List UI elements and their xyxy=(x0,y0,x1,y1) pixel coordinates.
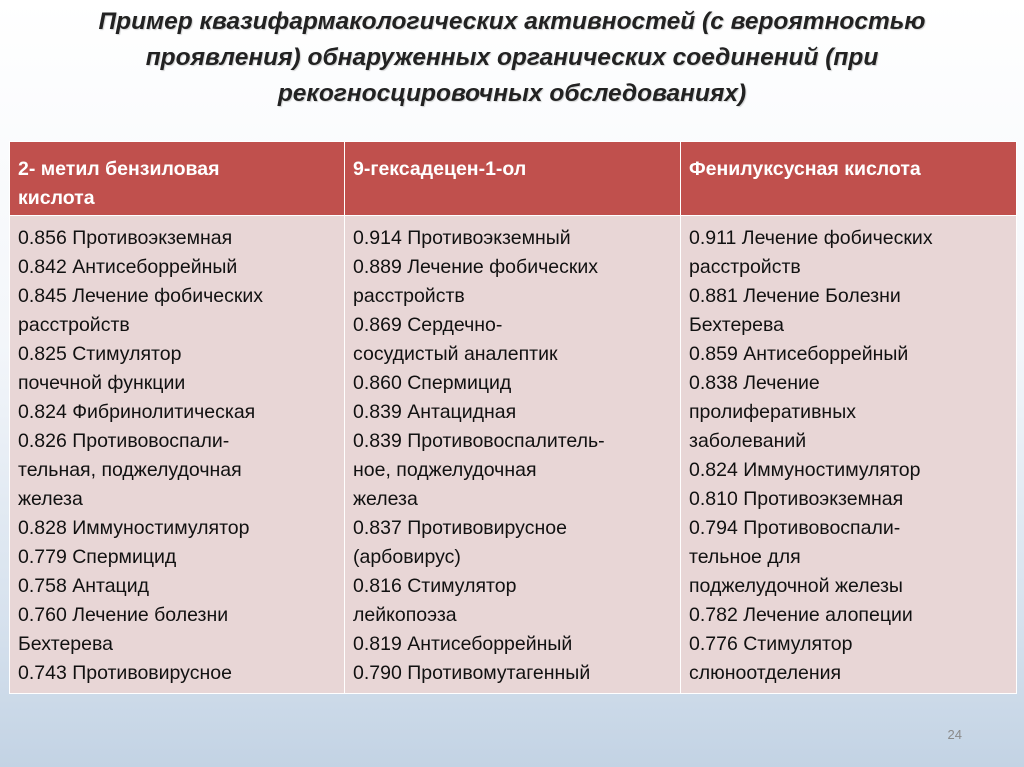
activity-line: 0.760 Лечение болезни xyxy=(18,604,229,626)
header-line: 2- метил бензиловая xyxy=(18,158,220,180)
table-cell-column-2 xyxy=(345,216,681,694)
slide-title xyxy=(20,4,1004,112)
activity-line: 0.779 Спермицид xyxy=(18,546,177,568)
activity-line: 0.889 Лечение фобических xyxy=(353,256,599,278)
activity-line: 0.810 Противоэкземная xyxy=(689,488,904,510)
activity-line: 0.824 Иммуностимулятор xyxy=(689,459,921,481)
activity-line: 0.819 Антисеборрейный xyxy=(353,633,573,655)
activity-line: 0.914 Противоэкземный xyxy=(353,227,571,249)
activity-line: (арбовирус) xyxy=(353,546,461,568)
activity-line: Бехтерева xyxy=(689,314,784,336)
header-cell-phenylacetic-acid xyxy=(681,142,1017,216)
activity-line: 0.842 Антисеборрейный xyxy=(18,256,238,278)
header-cell-methylbenzoic-acid xyxy=(10,142,345,216)
activities-table xyxy=(9,141,1017,694)
activity-line: лейкопоэза xyxy=(353,604,457,626)
activity-line: почечной функции xyxy=(18,372,186,394)
activity-line: 0.782 Лечение алопеции xyxy=(689,604,913,626)
activity-line: слюноотделения xyxy=(689,662,842,684)
table-cell-column-3 xyxy=(681,216,1017,694)
activity-line: заболеваний xyxy=(689,430,807,452)
page-number: 24 xyxy=(947,727,962,742)
title-line: проявления) обнаруженных органических соединений (при xyxy=(145,44,879,71)
activity-line: 0.837 Противовирусное xyxy=(353,517,567,539)
activity-line: 0.825 Стимулятор xyxy=(18,343,182,365)
activity-line: 0.758 Антацид xyxy=(18,575,149,597)
activity-line: 0.839 Антацидная xyxy=(353,401,517,423)
activity-line: железа xyxy=(353,488,418,510)
activity-line: поджелудочной железы xyxy=(689,575,903,597)
activity-line: 0.859 Антисеборрейный xyxy=(689,343,909,365)
activity-line: 0.826 Противовоспали- xyxy=(18,430,230,452)
activity-line: 0.869 Сердечно- xyxy=(353,314,503,336)
activity-line: расстройств xyxy=(18,314,130,336)
activity-line: 0.743 Противовирусное xyxy=(18,662,232,684)
activity-line: тельная, поджелудочная xyxy=(18,459,242,481)
activity-line: 0.794 Противовоспали- xyxy=(689,517,901,539)
activity-line: 0.860 Спермицид xyxy=(353,372,512,394)
header-line: Фенилуксусная кислота xyxy=(689,158,921,180)
table-row xyxy=(10,216,1017,694)
table-cell-column-1 xyxy=(10,216,345,694)
activity-line: 0.881 Лечение Болезни xyxy=(689,285,901,307)
title-line: рекогносцировочных обследованиях) xyxy=(277,80,747,107)
activity-line: сосудистый аналептик xyxy=(353,343,558,365)
activity-line: тельное для xyxy=(689,546,801,568)
activity-line: 0.816 Стимулятор xyxy=(353,575,517,597)
header-line: 9-гексадецен-1-ол xyxy=(353,158,527,180)
activity-line: Бехтерева xyxy=(18,633,113,655)
title-line: Пример квазифармакологических активностей (с вероятностью xyxy=(98,8,926,35)
header-line: кислота xyxy=(18,187,95,209)
activity-line: 0.856 Противоэкземная xyxy=(18,227,233,249)
activity-line: 0.839 Противовоспалитель- xyxy=(353,430,605,452)
activity-line: расстройств xyxy=(689,256,801,278)
activity-line: 0.776 Стимулятор xyxy=(689,633,853,655)
activity-line: 0.828 Иммуностимулятор xyxy=(18,517,250,539)
activity-line: 0.911 Лечение фобических xyxy=(689,227,933,249)
activity-line: 0.824 Фибринолитическая xyxy=(18,401,256,423)
activity-line: железа xyxy=(18,488,83,510)
activity-line: 0.838 Лечение xyxy=(689,372,820,394)
table-header-row xyxy=(10,142,1017,216)
activity-line: ное, поджелудочная xyxy=(353,459,537,481)
activity-line: 0.790 Противомутагенный xyxy=(353,662,591,684)
activity-line: расстройств xyxy=(353,285,465,307)
header-cell-hexadecenol xyxy=(345,142,681,216)
activity-line: пролиферативных xyxy=(689,401,856,423)
activity-line: 0.845 Лечение фобических xyxy=(18,285,264,307)
